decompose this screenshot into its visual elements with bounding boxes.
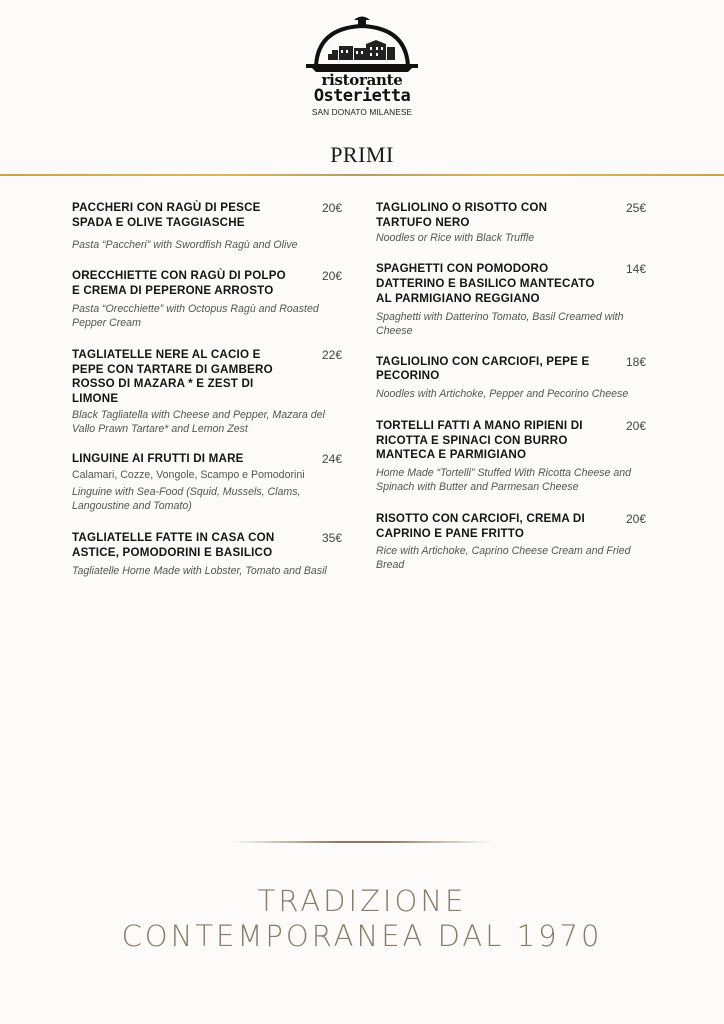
logo-subtitle: SAN DONATO MILANESE bbox=[311, 107, 413, 117]
dish-description: Linguine with Sea-Food (Squid, Mussels, Clams, Langoustine and Tomato) bbox=[72, 486, 301, 513]
dish-price: 18€ bbox=[625, 354, 646, 369]
dish-description: Pasta “Orecchiette” with Octopus Ragù and Roasted Pepper Cream bbox=[72, 302, 319, 329]
menu-item bbox=[72, 531, 342, 577]
menu-item bbox=[376, 201, 646, 245]
menu-item bbox=[72, 269, 342, 329]
dish-price: 20€ bbox=[321, 201, 342, 215]
dish-description: Tagliatelle Home Made with Lobster, Tomato and Basil bbox=[72, 564, 327, 577]
section-title: PRIMI bbox=[330, 142, 394, 167]
dish-name: RISOTTO CON CARCIOFI, CREMA DI CAPRINO E PANE FRITTO bbox=[376, 512, 585, 540]
dish-name: TAGLIOLINO CON CARCIOFI, PEPE E PECORINO bbox=[376, 354, 590, 383]
dish-ingredients: Calamari, Cozze, Vongole, Scampo e Pomodorini bbox=[72, 469, 305, 482]
dish-price: 20€ bbox=[625, 512, 646, 527]
dish-description: Noodles or Rice with Black Truffle bbox=[376, 232, 535, 245]
gold-divider bbox=[0, 174, 724, 176]
dish-name: TORTELLI FATTI A MANO RIPIENI DI RICOTTA E SPINACI CON BURRO MANTECA E PARMIGIANO bbox=[376, 418, 583, 462]
menu-item bbox=[72, 201, 342, 252]
dish-description: Spaghetti with Datterino Tomato, Basil Creamed with Cheese bbox=[376, 310, 624, 337]
dish-price: 14€ bbox=[625, 262, 646, 277]
logo-text-osterietta: Osterietta bbox=[313, 86, 411, 106]
dish-price: 35€ bbox=[321, 531, 342, 546]
dish-name: TAGLIOLINO O RISOTTO CON TARTUFO NERO bbox=[376, 201, 548, 229]
menu-item bbox=[376, 355, 646, 401]
dish-description: Home Made “Tortelli” Stuffed With Ricotta Cheese and Spinach with Butter and Parmesan Cheese bbox=[376, 467, 632, 494]
dish-name: PACCHERI CON RAGÙ DI PESCE SPADA E OLIVE TAGGIASCHE bbox=[72, 201, 261, 229]
logo-text-ristorante: ristorante bbox=[321, 71, 403, 89]
cloche-icon bbox=[304, 14, 420, 74]
dish-price: 24€ bbox=[321, 451, 342, 466]
dish-price: 22€ bbox=[321, 347, 342, 362]
footer-divider bbox=[232, 841, 492, 843]
menu-column-right bbox=[376, 201, 646, 586]
dish-description: Black Tagliatella with Cheese and Pepper, Mazara del Vallo Prawn Tartare* and Lemon Zest bbox=[72, 408, 325, 435]
menu-column-left bbox=[72, 201, 342, 592]
dish-name: SPAGHETTI CON POMODORO DATTERINO E BASILICO MANTECATO AL PARMIGIANO REGGIANO bbox=[376, 262, 595, 305]
tagline bbox=[0, 884, 724, 954]
dish-price: 25€ bbox=[625, 201, 646, 215]
dish-name: TAGLIATELLE FATTE IN CASA CON ASTICE, POMODORINI E BASILICO bbox=[72, 531, 275, 560]
dish-description: Rice with Artichoke, Caprino Cheese Cream and Fried Bread bbox=[376, 545, 631, 572]
menu-item bbox=[376, 512, 646, 572]
dish-description: Pasta “Paccheri” with Swordfish Ragù and Olive bbox=[72, 239, 298, 252]
menu-item bbox=[376, 262, 646, 337]
dish-name: ORECCHIETTE CON RAGÙ DI POLPO E CREMA DI PEPERONE ARROSTO bbox=[72, 269, 286, 298]
dish-name: TAGLIATELLE NERE AL CACIO E PEPE CON TARTARE DI GAMBERO ROSSO DI MAZARA * E ZEST DI LIMONE bbox=[72, 347, 273, 405]
tagline-line-1: TRADIZIONE bbox=[257, 884, 467, 918]
dish-price: 20€ bbox=[321, 269, 342, 284]
dish-description: Noodles with Artichoke, Pepper and Pecorino Cheese bbox=[376, 387, 629, 400]
restaurant-logo bbox=[304, 14, 420, 119]
dish-price: 20€ bbox=[625, 418, 646, 433]
menu-item bbox=[376, 419, 646, 494]
menu-item bbox=[72, 452, 342, 514]
tagline-line-2: CONTEMPORANEA DAL 1970 bbox=[121, 919, 603, 953]
menu-item bbox=[72, 348, 342, 436]
dish-name: LINGUINE AI FRUTTI DI MARE bbox=[72, 451, 244, 465]
